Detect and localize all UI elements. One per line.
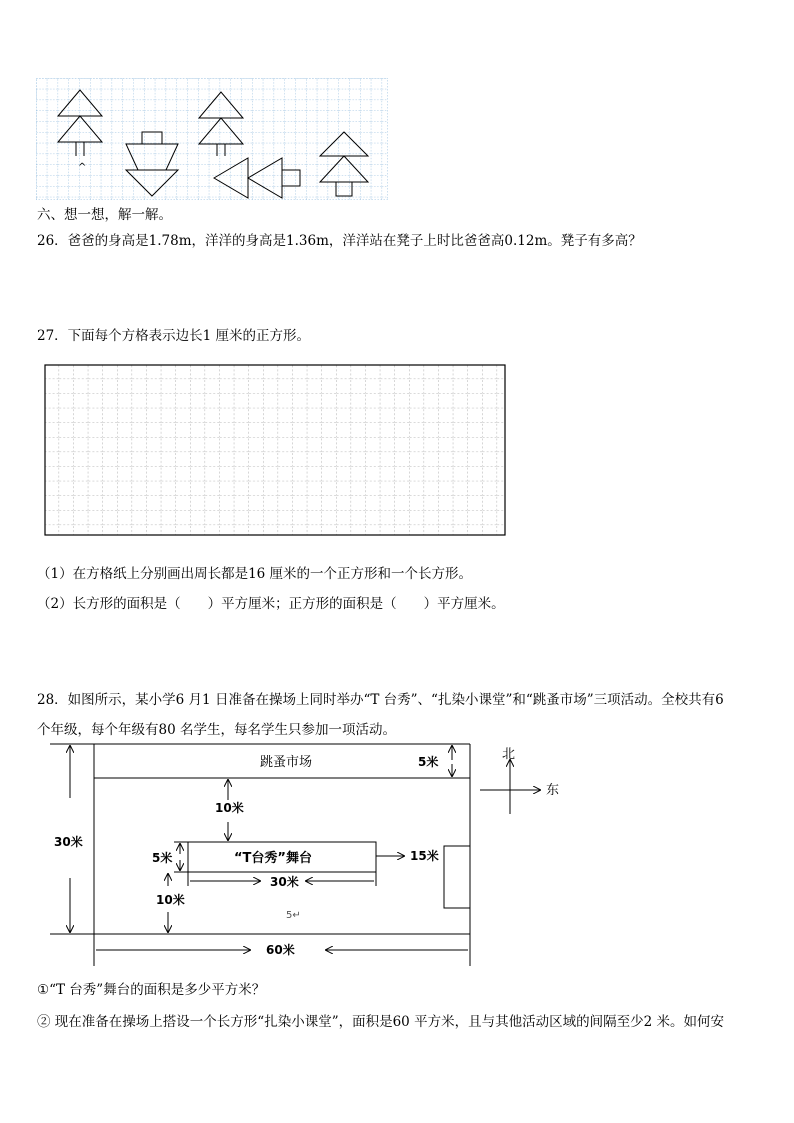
- problem-27-text: 27．下面每个方格表示边长1 厘米的正方形。: [37, 328, 311, 344]
- problem-28-line-2: 个年级，每个年级有80 名学生，每名学生只参加一项活动。: [37, 722, 396, 738]
- tree-figures-grid: [36, 78, 388, 200]
- problem-28-question-1: ①“T 台秀”舞台的面积是多少平方米？: [37, 982, 266, 998]
- gap-top-label: 10米: [215, 801, 244, 815]
- market-height-label: 5米: [418, 755, 439, 769]
- problem-28-question-2: ② 现在准备在操场上搭设一个长方形“扎染小课堂”，面积是60 平方米，且与其他活动区域的间隔至少2 米。如何安: [37, 1014, 724, 1030]
- caret-mark: ^: [78, 162, 87, 173]
- playground-diagram: [40, 738, 580, 970]
- square-grid-paper: [44, 364, 506, 536]
- stage-right-gap-label: 15米: [410, 849, 439, 863]
- stage-label: “T台秀”舞台: [234, 851, 312, 866]
- stage-width-label: 30米: [270, 875, 299, 889]
- problem-26-text: 26．爸爸的身高是1.78m，洋洋的身高是1.36m，洋洋站在凳子上时比爸爸高0.12m。凳子有多高？: [37, 233, 642, 249]
- section-six-heading: 六、想一想，解一解。: [37, 207, 172, 223]
- problem-27-part-1: （1）在方格纸上分别画出周长都是16 厘米的一个正方形和一个长方形。: [37, 566, 473, 582]
- field-height-label: 30米: [54, 835, 83, 849]
- field-width-label: 60米: [266, 943, 295, 957]
- problem-27-part-2: （2）长方形的面积是（ ）平方厘米；正方形的面积是（ ）平方厘米。: [37, 596, 505, 612]
- stage-height-label: 5米: [152, 851, 173, 865]
- market-label: 跳蚤市场: [260, 755, 313, 770]
- compass-east-label: 东: [546, 783, 560, 798]
- gap-bottom-label: 10米: [156, 893, 185, 907]
- compass-north-label: 北: [502, 747, 516, 762]
- stray-mark: 5↵: [286, 910, 301, 921]
- problem-28-line-1: 28．如图所示，某小学6 月1 日准备在操场上同时举办“T 台秀”、“扎染小课堂”和“跳蚤市场”三项活动。全校共有6: [37, 692, 724, 708]
